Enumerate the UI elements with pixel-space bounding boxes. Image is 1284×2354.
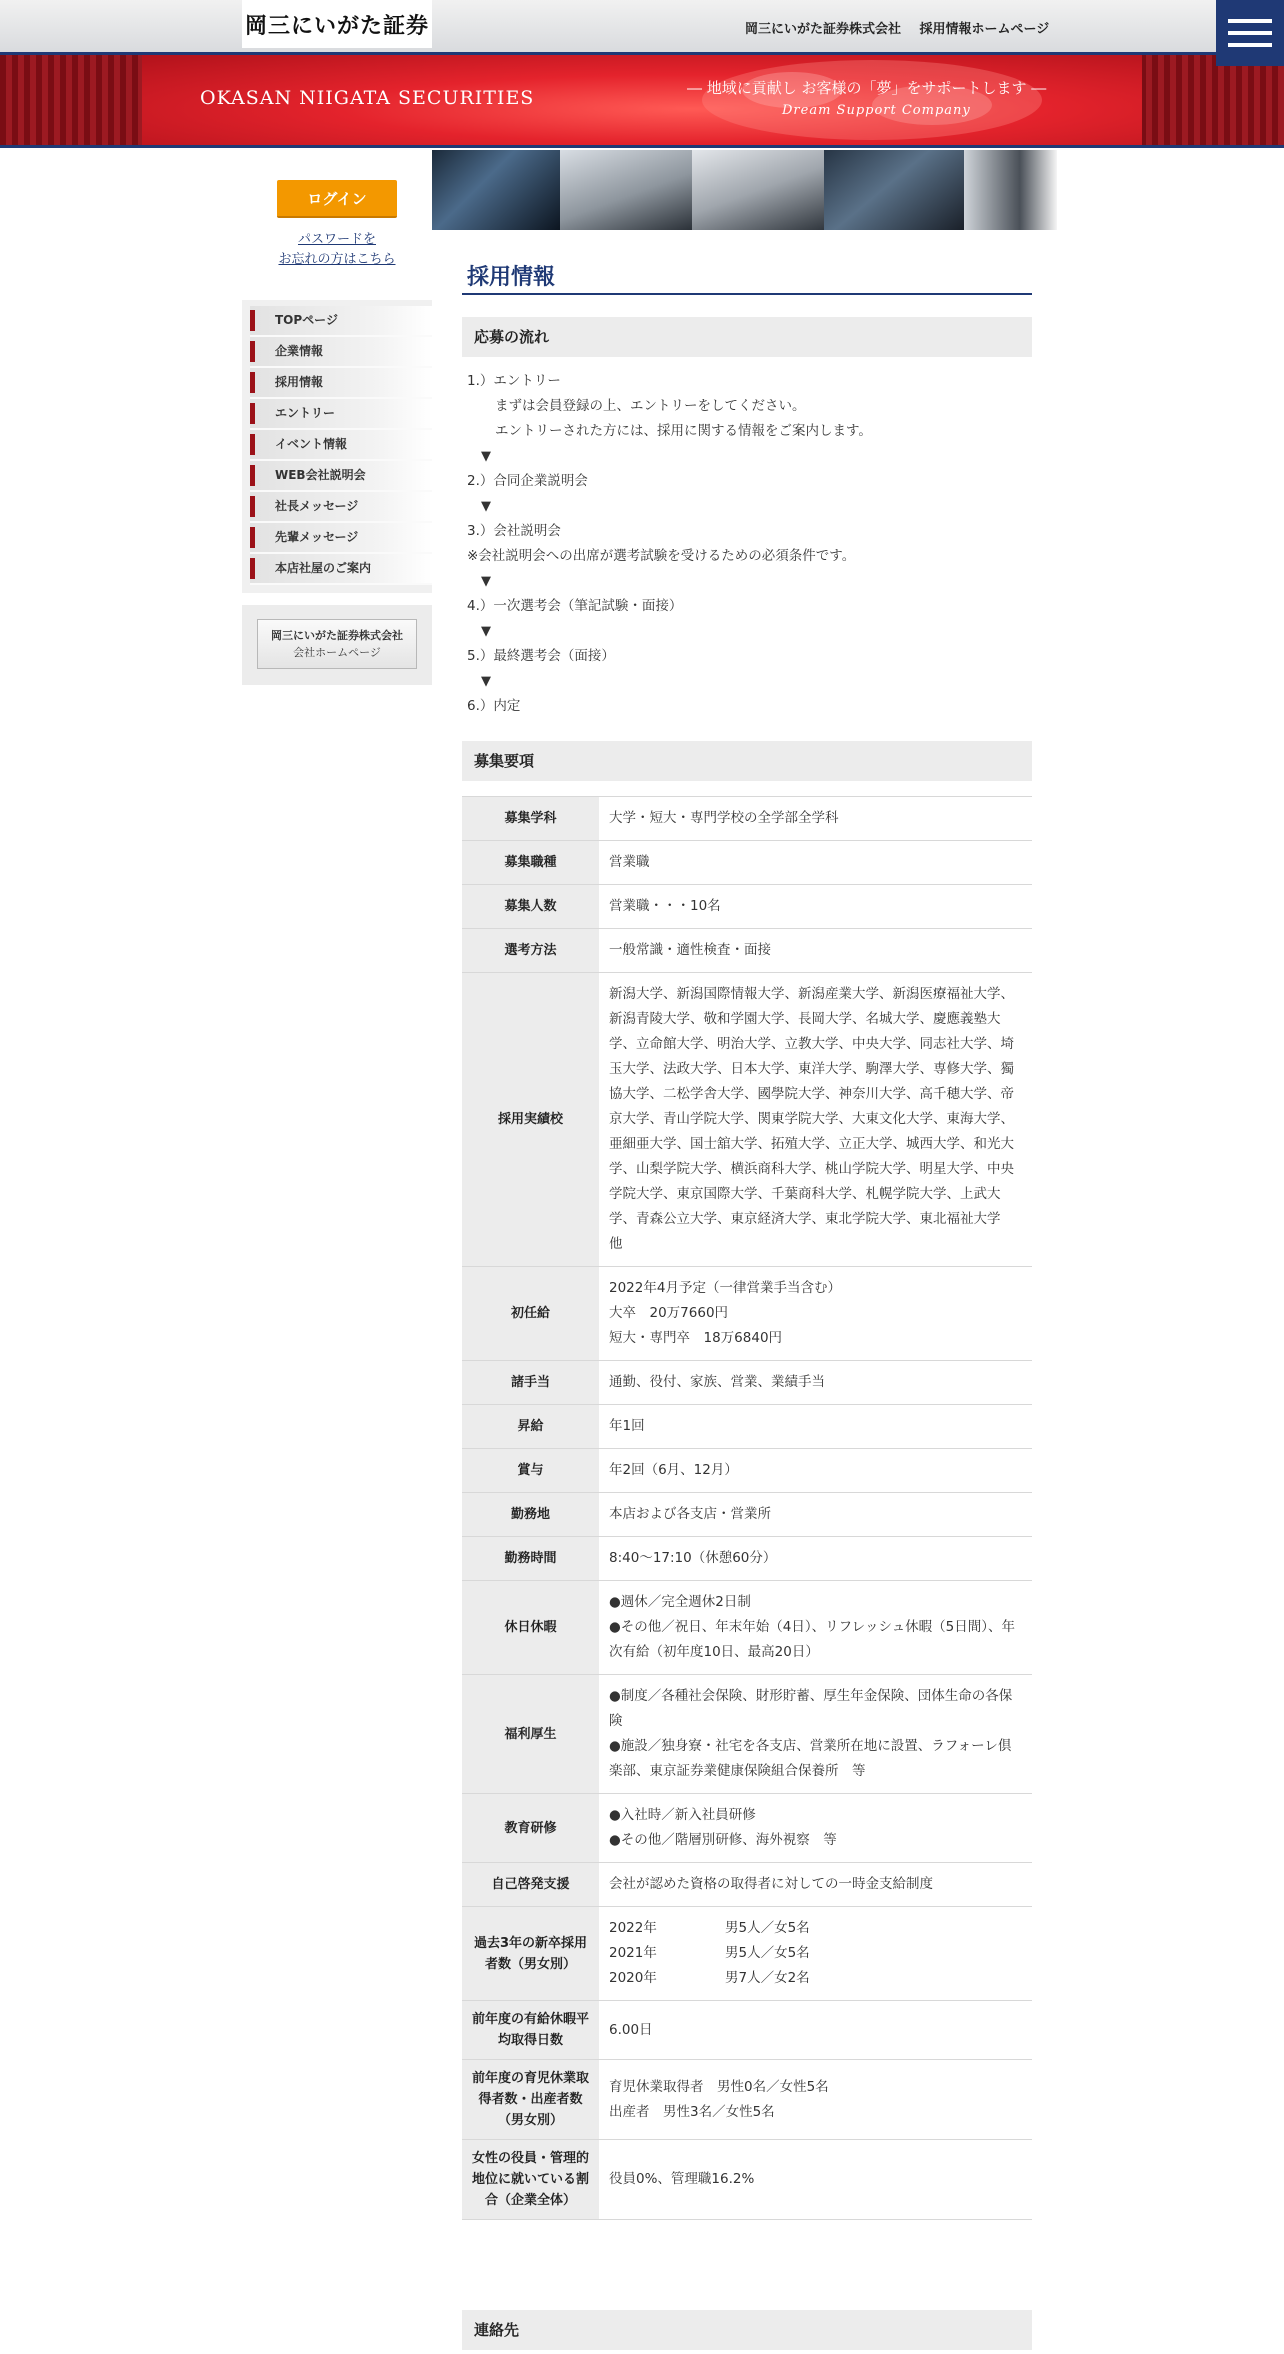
row-label: 賞与 — [462, 1449, 599, 1493]
hire-year: 2020年 — [609, 1970, 657, 1986]
training-onboarding: ●入社時／新入社員研修 — [609, 1807, 756, 1823]
company-site-link[interactable]: 岡三にいがた証券株式会社 — [745, 22, 902, 37]
sidebar — [242, 150, 432, 685]
requirements-table — [462, 796, 1032, 2220]
row-value — [599, 1267, 1032, 1361]
row-label: 選考方法 — [462, 929, 599, 973]
company-logo[interactable]: 岡三にいがた証券 — [242, 0, 432, 48]
holiday-weekly: ●週休／完全週休2日制 — [609, 1594, 751, 1610]
row-label: 前年度の育児休業取得者数・出産者数（男女別） — [462, 2060, 599, 2140]
holiday-other: ●その他／祝日、年末年始（4日）、リフレッシュ休暇（5日間）、年次有給（初年度10日、最高20日） — [609, 1619, 1016, 1660]
welfare-facilities: ●施設／独身寮・社宅を各支店、営業所在地に設置、ラフォーレ倶楽部、東京証券業健康保険組合保養所 等 — [609, 1738, 1012, 1779]
photo-staff-desk — [692, 150, 824, 230]
hire-year: 2021年 — [609, 1945, 657, 1961]
application-flow — [462, 369, 1032, 719]
photo-strip — [432, 150, 1057, 230]
table-row — [462, 1449, 1032, 1493]
header-links — [745, 18, 1063, 37]
row-label: 女性の役員・管理的地位に就いている割合（企業全体） — [462, 2140, 599, 2220]
flow-arrow: ▼ — [481, 574, 491, 589]
table-row — [462, 1493, 1032, 1537]
welfare-system: ●制度／各種社会保険、財形貯蓄、厚生年金保険、団体生命の各保険 — [609, 1688, 1013, 1729]
sidebar-item-senior-message[interactable]: 先輩メッセージ — [250, 523, 432, 554]
sidebar-item-top[interactable]: TOPページ — [250, 306, 432, 337]
menu-icon-line — [1228, 43, 1272, 47]
row-value: 営業職 — [599, 841, 1032, 885]
row-value — [599, 1581, 1032, 1675]
sidebar-item-headquarters[interactable]: 本店社屋のご案内 — [250, 554, 432, 585]
table-row — [462, 1863, 1032, 1907]
menu-icon-line — [1228, 19, 1272, 23]
tagline: ― 地域に貢献し お客様の「夢」をサポートします ― — [687, 79, 1047, 97]
tagline-en: Dream Support Company — [782, 103, 971, 118]
row-label: 福利厚生 — [462, 1675, 599, 1794]
row-value — [599, 1794, 1032, 1863]
table-row — [462, 1794, 1032, 1863]
flow-step: 2.）合同企業説明会 — [467, 473, 588, 489]
flow-note: エントリーされた方には、採用に関する情報をご案内します。 — [495, 423, 872, 439]
row-value: 役員0%、管理職16.2% — [599, 2140, 1032, 2220]
login-button[interactable]: ログイン — [277, 180, 397, 218]
row-label: 募集人数 — [462, 885, 599, 929]
row-value: 新潟大学、新潟国際情報大学、新潟産業大学、新潟医療福祉大学、新潟青陵大学、敬和学園大学、長岡大学、名城大学、慶應義塾大学、立命館大学、明治大学、立教大学、中央大学、同志社大学、埼玉大学、法政大学、日本大学、東洋大学、駒澤大学、専修大学、獨協大学、二松学舎大学、國學院大学、神奈川大学、高千穂大学、帝京大学、青山学院大学、関東学院大学、大東文化大学、東海大学、亜細亜大学、国士舘大学、拓殖大学、立正大学、城西大学、和光大学、山梨学院大学、横浜商科大学、桃山学院大学、明星大学、中央学院大学、東京国際大学、千葉商科大学、札幌学院大学、上武大学、青森公立大学、東京経済大学、東北学院大学、東北福祉大学 他 — [599, 973, 1032, 1267]
row-value — [599, 1675, 1032, 1794]
row-label: 過去3年の新卒採用者数（男女別） — [462, 1907, 599, 2001]
row-value: 営業職・・・10名 — [599, 885, 1032, 929]
table-row — [462, 2060, 1032, 2140]
row-value — [599, 1907, 1032, 2001]
flow-step: 5.）最終選考会（面接） — [467, 648, 615, 664]
corporate-site-button[interactable] — [257, 619, 417, 669]
flow-arrow: ▼ — [481, 449, 491, 464]
table-row — [462, 929, 1032, 973]
table-row — [462, 841, 1032, 885]
row-label: 教育研修 — [462, 1794, 599, 1863]
hamburger-menu-button[interactable] — [1216, 0, 1284, 66]
row-value: 年1回 — [599, 1405, 1032, 1449]
photo-trading-floor — [824, 150, 964, 230]
hire-count: 男5人／女5名 — [725, 1945, 810, 1961]
flow-step: 1.）エントリー — [467, 373, 561, 389]
flow-note: ※会社説明会への出席が選考試験を受けるための必須条件です。 — [467, 548, 856, 564]
contact-heading: 連絡先 — [462, 2310, 1032, 2350]
recruit-site-link[interactable]: 採用情報ホームページ — [919, 22, 1050, 37]
world-map-graphic — [682, 55, 1062, 145]
row-label: 採用実績校 — [462, 973, 599, 1267]
page-title: 採用情報 — [462, 250, 1032, 295]
menu-icon-line — [1228, 31, 1272, 35]
hire-year: 2022年 — [609, 1920, 657, 1936]
row-label: 勤務地 — [462, 1493, 599, 1537]
sidebar-item-recruit[interactable]: 採用情報 — [250, 368, 432, 399]
row-label: 募集学科 — [462, 797, 599, 841]
table-row — [462, 1267, 1032, 1361]
table-row — [462, 885, 1032, 929]
sidebar-item-entry[interactable]: エントリー — [250, 399, 432, 430]
corporate-link-box — [242, 605, 432, 685]
flow-arrow: ▼ — [481, 499, 491, 514]
training-other: ●その他／階層別研修、海外視察 等 — [609, 1832, 837, 1848]
row-value: 会社が認めた資格の取得者に対しての一時金支給制度 — [599, 1863, 1032, 1907]
table-row — [462, 1537, 1032, 1581]
hire-row — [609, 1941, 1022, 1966]
table-row — [462, 1907, 1032, 2001]
flow-step: 3.）会社説明会 — [467, 523, 561, 539]
hero-banner — [142, 55, 1142, 145]
requirements-heading: 募集要項 — [462, 741, 1032, 781]
table-row — [462, 797, 1032, 841]
row-value — [599, 2060, 1032, 2140]
flow-arrow: ▼ — [481, 674, 491, 689]
table-row — [462, 2140, 1032, 2220]
row-value: 6.00日 — [599, 2001, 1032, 2060]
row-value: 年2回（6月、12月） — [599, 1449, 1032, 1493]
flow-note: まずは会員登録の上、エントリーをしてください。 — [495, 398, 806, 414]
flow-step: 6.）内定 — [467, 698, 521, 714]
main-content — [462, 250, 1032, 2220]
forgot-password-line1: パスワードを — [297, 232, 376, 247]
forgot-password-link[interactable] — [242, 230, 432, 270]
row-label: 勤務時間 — [462, 1537, 599, 1581]
row-value: 一般常識・適性検査・面接 — [599, 929, 1032, 973]
hire-row — [609, 1966, 1022, 1991]
photo-staff-portrait — [964, 150, 1057, 230]
sidebar-item-president-message[interactable]: 社長メッセージ — [250, 492, 432, 523]
salary-note: 2022年4月予定（一律営業手当含む） — [609, 1280, 841, 1296]
row-label: 前年度の有給休暇平均取得日数 — [462, 2001, 599, 2060]
births: 出産者 男性3名／女性5名 — [609, 2103, 775, 2120]
row-value: 8:40～17:10（休憩60分） — [599, 1537, 1032, 1581]
row-label: 昇給 — [462, 1405, 599, 1449]
row-label: 募集職種 — [462, 841, 599, 885]
brand-name-en: OKASAN NIIGATA SECURITIES — [200, 87, 535, 109]
row-label: 自己啓発支援 — [462, 1863, 599, 1907]
table-row — [462, 973, 1032, 1267]
table-row — [462, 1675, 1032, 1794]
row-label: 休日休暇 — [462, 1581, 599, 1675]
login-box — [242, 150, 432, 300]
sidebar-item-company[interactable]: 企業情報 — [250, 337, 432, 368]
corporate-site-name: 岡三にいがた証券株式会社 — [271, 629, 403, 642]
sidebar-item-events[interactable]: イベント情報 — [250, 430, 432, 461]
hire-row — [609, 1916, 1022, 1941]
sidebar-item-web-seminar[interactable]: WEB会社説明会 — [250, 461, 432, 492]
salary-college: 短大・専門卒 18万6840円 — [609, 1330, 783, 1346]
salary-university: 大卒 20万7660円 — [609, 1305, 729, 1321]
hire-count: 男5人／女5名 — [725, 1920, 810, 1936]
row-value: 本店および各支店・営業所 — [599, 1493, 1032, 1537]
row-label: 初任給 — [462, 1267, 599, 1361]
top-bar — [0, 0, 1284, 52]
childcare-leave: 育児休業取得者 男性0名／女性5名 — [609, 2078, 829, 2095]
photo-monitors — [432, 150, 560, 230]
table-row — [462, 1405, 1032, 1449]
flow-arrow: ▼ — [481, 624, 491, 639]
hire-count: 男7人／女2名 — [725, 1970, 810, 1986]
corporate-site-sub: 会社ホームページ — [293, 646, 381, 659]
row-label: 諸手当 — [462, 1361, 599, 1405]
sidebar-nav — [242, 300, 432, 593]
row-value: 大学・短大・専門学校の全学部全学科 — [599, 797, 1032, 841]
table-row — [462, 1581, 1032, 1675]
row-value: 通勤、役付、家族、営業、業績手当 — [599, 1361, 1032, 1405]
table-row — [462, 2001, 1032, 2060]
table-row — [462, 1361, 1032, 1405]
forgot-password-line2: お忘れの方はこちら — [278, 252, 396, 267]
flow-heading: 応募の流れ — [462, 317, 1032, 357]
flow-step: 4.）一次選考会（筆記試験・面接） — [467, 598, 683, 614]
photo-staff-meeting — [560, 150, 692, 230]
